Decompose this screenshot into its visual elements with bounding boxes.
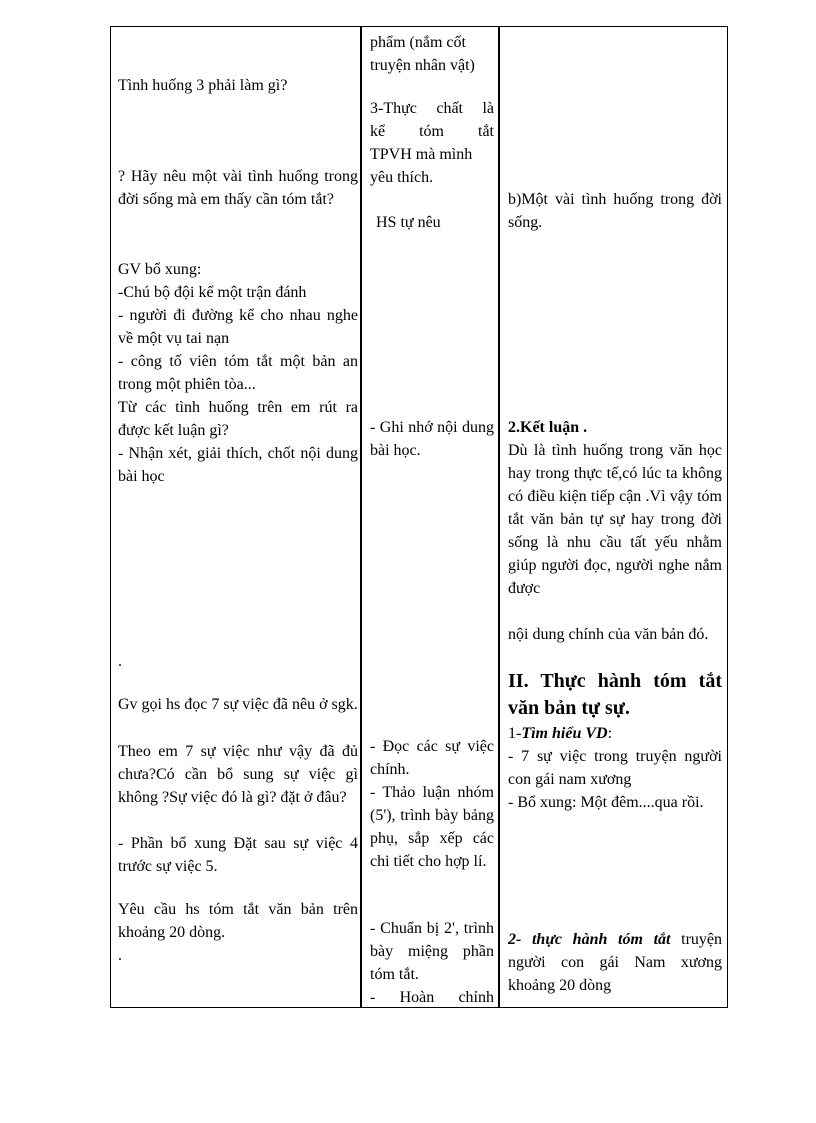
memorize-content: - Ghi nhớ nội dung bài học.	[370, 419, 494, 459]
lesson-table	[110, 26, 728, 1008]
subsection-2-label: 2- thực hành tóm tắt	[508, 931, 671, 948]
seven-events-note: - 7 sự việc trong truyện người con gái nam xương	[508, 748, 722, 788]
example-passerby: - người đi đường kể cho nhau nghe về một vụ tai nạn	[118, 307, 358, 347]
section-ii-title: II. Thực hành tóm tắt văn bản tự sự.	[508, 670, 722, 719]
answer-3-line3: TPVH mà mình yêu thích.	[370, 146, 473, 186]
question-enough-events: Theo em 7 sự việc như vậy đã đủ chưa?Có cần bổ sung sự việc gì không ?Sự việc đó là gì? đặt ở đâu?	[118, 743, 358, 806]
student-activity-column	[364, 27, 500, 1007]
answer-3-line1: 3-Thực chất là	[370, 100, 494, 117]
group-discussion: - Thảo luận nhóm (5'), trình bày bảng phụ, sắp xếp các chi tiết cho hợp lí.	[370, 784, 494, 870]
subsection-1-title	[508, 722, 722, 745]
teacher-activity-column	[111, 27, 362, 1007]
teacher-remark: - Nhận xét, giải thích, chốt nội dung bài học	[118, 445, 358, 485]
dot-mark: .	[118, 653, 122, 670]
conclusion-body: Dù là tình huống trong văn học hay trong thực tế,có lúc ta không có điều kiện tiếp cận .Vì vậy tóm tắt văn bản tự sự hay trong đời sống là nhu cầu tất yếu nhằm giúp người đọc, người nghe nắm được	[508, 442, 722, 597]
question-life-situations: ? Hãy nêu một vài tình huống trong đời sống mà em thấy cần tóm tắt?	[118, 168, 358, 208]
example-prosecutor: - công tố viên tóm tắt một bản an trong một phiên tòa...	[118, 353, 358, 393]
question-situation-3: Tình huống 3 phải làm gì?	[118, 77, 288, 94]
subsection-1-label: Tìm hiểu VD	[521, 725, 608, 742]
students-self-answer: HS tự nêu	[376, 214, 441, 231]
answer-top: phẩm (nắm cốt truyện nhân vật)	[370, 34, 475, 74]
conclusion-body-end: nội dung chính của văn bản đó.	[508, 626, 709, 643]
conclusion-title: 2.Kết luận .	[508, 419, 588, 436]
example-soldier: -Chú bộ đội kể một trận đánh	[118, 284, 307, 301]
dot-mark: .	[118, 947, 122, 964]
summary-request: Yêu cầu hs tóm tắt văn bản trên khoảng 20 dòng.	[118, 901, 358, 941]
prepare-summary: - Chuẩn bị 2', trình bày miệng phần tóm tắt.	[370, 920, 494, 983]
supplement-note: - Phần bổ xung Đặt sau sự việc 4 trước sự việc 5.	[118, 835, 358, 875]
life-situations-heading: b)Một vài tình huống trong đời sống.	[508, 191, 722, 231]
complete-note: - Hoàn chỉnh	[370, 989, 494, 1006]
read-main-events: - Đọc các sự việc chính.	[370, 738, 494, 778]
subsection-1-suffix: :	[607, 725, 613, 742]
question-conclusion: Từ các tình huống trên em rút ra được kết luận gì?	[118, 399, 358, 439]
teacher-addition-title: GV bổ xung:	[118, 261, 202, 278]
addition-note: - Bổ xung: Một đêm....qua rồi.	[508, 794, 704, 811]
subsection-1-prefix: 1-	[508, 725, 522, 742]
answer-3-line2: kể tóm tắt	[370, 123, 494, 140]
subsection-2-text: truyện người con gái Nam xương khoảng 20 dòng	[508, 931, 722, 994]
subsection-2	[508, 928, 722, 997]
content-column	[502, 27, 727, 1007]
teacher-call-reading: Gv gọi hs đọc 7 sự việc đã nêu ở sgk.	[118, 696, 358, 713]
